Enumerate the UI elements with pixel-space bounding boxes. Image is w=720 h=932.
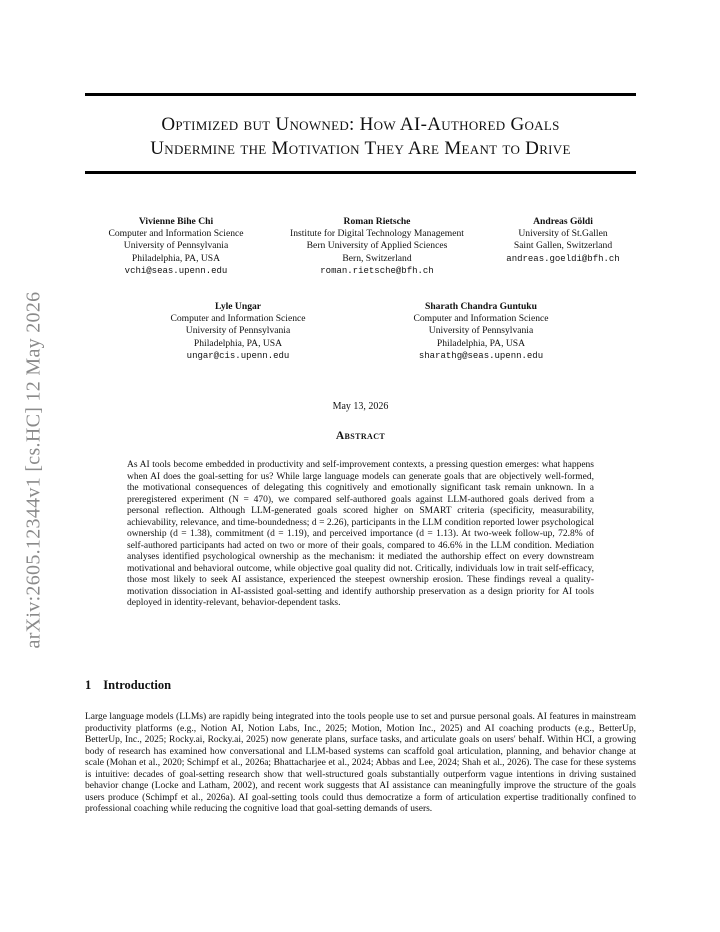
author-name: Lyle Ungar (214, 301, 262, 312)
author-email: sharathg@seas.upenn.edu (418, 350, 544, 361)
author-block (108, 216, 243, 277)
author-inst: Bern University of Applied Sciences (306, 240, 448, 252)
author-email: roman.rietsche@bfh.ch (320, 265, 434, 276)
title-line-1: Optimized but Unowned: How AI-Authored Goals (161, 114, 560, 135)
paper-date: May 13, 2026 (332, 401, 389, 412)
author-dept: Computer and Information Science (108, 228, 244, 240)
title-rule-bottom (85, 171, 636, 174)
author-name: Vivienne Bihe Chi (138, 216, 214, 227)
section-number: 1 (85, 678, 92, 692)
section-title: Introduction (103, 678, 172, 692)
author-dept: Computer and Information Science (413, 313, 549, 325)
author-name: Sharath Chandra Guntuku (425, 301, 537, 312)
author-loc: Philadelphia, PA, USA (436, 337, 526, 349)
abstract-text: As AI tools become embedded in productivity and self-improvement contexts, a pressing question emerges: what happens when AI does the goal-setting for us? While large language models can generate goals that are objectively well-formed, the motivational consequences of delegating this cognitively and emotionally significant task remain unknown. In a preregistered experiment (N = 470), we compared self-authored goals against LLM-authored goals derived from a personal reflection. Although LLM-generated goals scored higher on SMART criteria (specificity, measurability, achievability, relevance, and time-boundedness; d = 2.26), participants in the LLM condition reported lower psychological ownership (d = 1.38), commitment (d = 1.19), and perceived importance (d = 1.13). At two-week follow-up, 72.8% of self-authored participants had acted on two or more of their goals, compared to 46.6% in the LLM condition. Mediation analyses identified psychological ownership as the mechanism: it mediated the authorship effect on every downstream motivational and behavioral outcome, while objective goal quality did not. Critically, individuals low in trait self-efficacy, those most likely to seek AI assistance, experienced the steepest ownership erosion. These findings reveal a quality-motivation dissociation in AI-assisted goal-setting and identify authorship preservation as a design priority for AI tools deployed in identity-relevant, behavior-dependent tasks. (127, 460, 594, 608)
title-line-2: Undermine the Motivation They Are Meant to Drive (150, 138, 571, 159)
author-dept: Institute for Digital Technology Management (290, 228, 464, 240)
author-email: andreas.goeldi@bfh.ch (506, 253, 620, 264)
author-dept: University of St.Gallen (518, 228, 608, 240)
author-block (506, 216, 619, 265)
section-heading (85, 678, 171, 693)
abstract-heading: Abstract (335, 430, 386, 442)
author-inst: University of Pennsylvania (123, 240, 229, 252)
author-inst: University of Pennsylvania (185, 325, 291, 337)
intro-paragraph: Large language models (LLMs) are rapidly being integrated into the tools people use to set and pursue personal goals. AI features in mainstream productivity platforms (e.g., Notion AI, Notion Labs, Inc., 2025; Motion, Motion Inc., 2025) and AI coaching products (e.g., BetterUp, BetterUp, Inc., 2025; Rocky.ai, Rocky.ai, 2025) now generate plans, surface tasks, and articulate goals on users' behalf. Within HCI, a growing body of research has examined how conversational and LLM-based systems can scaffold goal articulation, planning, and behavior change at scale (Mohan et al., 2020; Schimpf et al., 2026a; Bhattacharjee et al., 2024; Abbas and Lee, 2024; Shah et al., 2026). The case for these systems is intuitive: decades of goal-setting research show that well-structured goals substantially outperform vague intentions in driving sustained behavior change (Locke and Latham, 2002), and recent work suggests that AI assistance can meaningfully improve the structure of the goals users produce (Schimpf et al., 2026a). AI goal-setting tools could thus democratize a form of articulation expertise traditionally confined to professional coaching while reducing the cognitive load that goal-setting demands of users. (85, 712, 636, 814)
arxiv-stamp: arXiv:2605.12344v1 [cs.HC] 12 May 2026 (22, 291, 45, 649)
author-loc: Philadelphia, PA, USA (193, 337, 283, 349)
author-dept: Computer and Information Science (170, 313, 306, 325)
author-loc: Bern, Switzerland (342, 252, 412, 264)
author-name: Andreas Göldi (533, 216, 593, 227)
author-inst: University of Pennsylvania (428, 325, 534, 337)
author-block (413, 301, 548, 362)
author-block (290, 216, 464, 277)
paper-title (85, 113, 636, 161)
author-inst: Saint Gallen, Switzerland (513, 240, 613, 252)
author-email: ungar@cis.upenn.edu (186, 350, 290, 361)
author-block (170, 301, 305, 362)
author-name: Roman Rietsche (343, 216, 411, 227)
author-email: vchi@seas.upenn.edu (124, 265, 228, 276)
title-rule-top (85, 93, 636, 96)
author-loc: Philadelphia, PA, USA (131, 252, 221, 264)
